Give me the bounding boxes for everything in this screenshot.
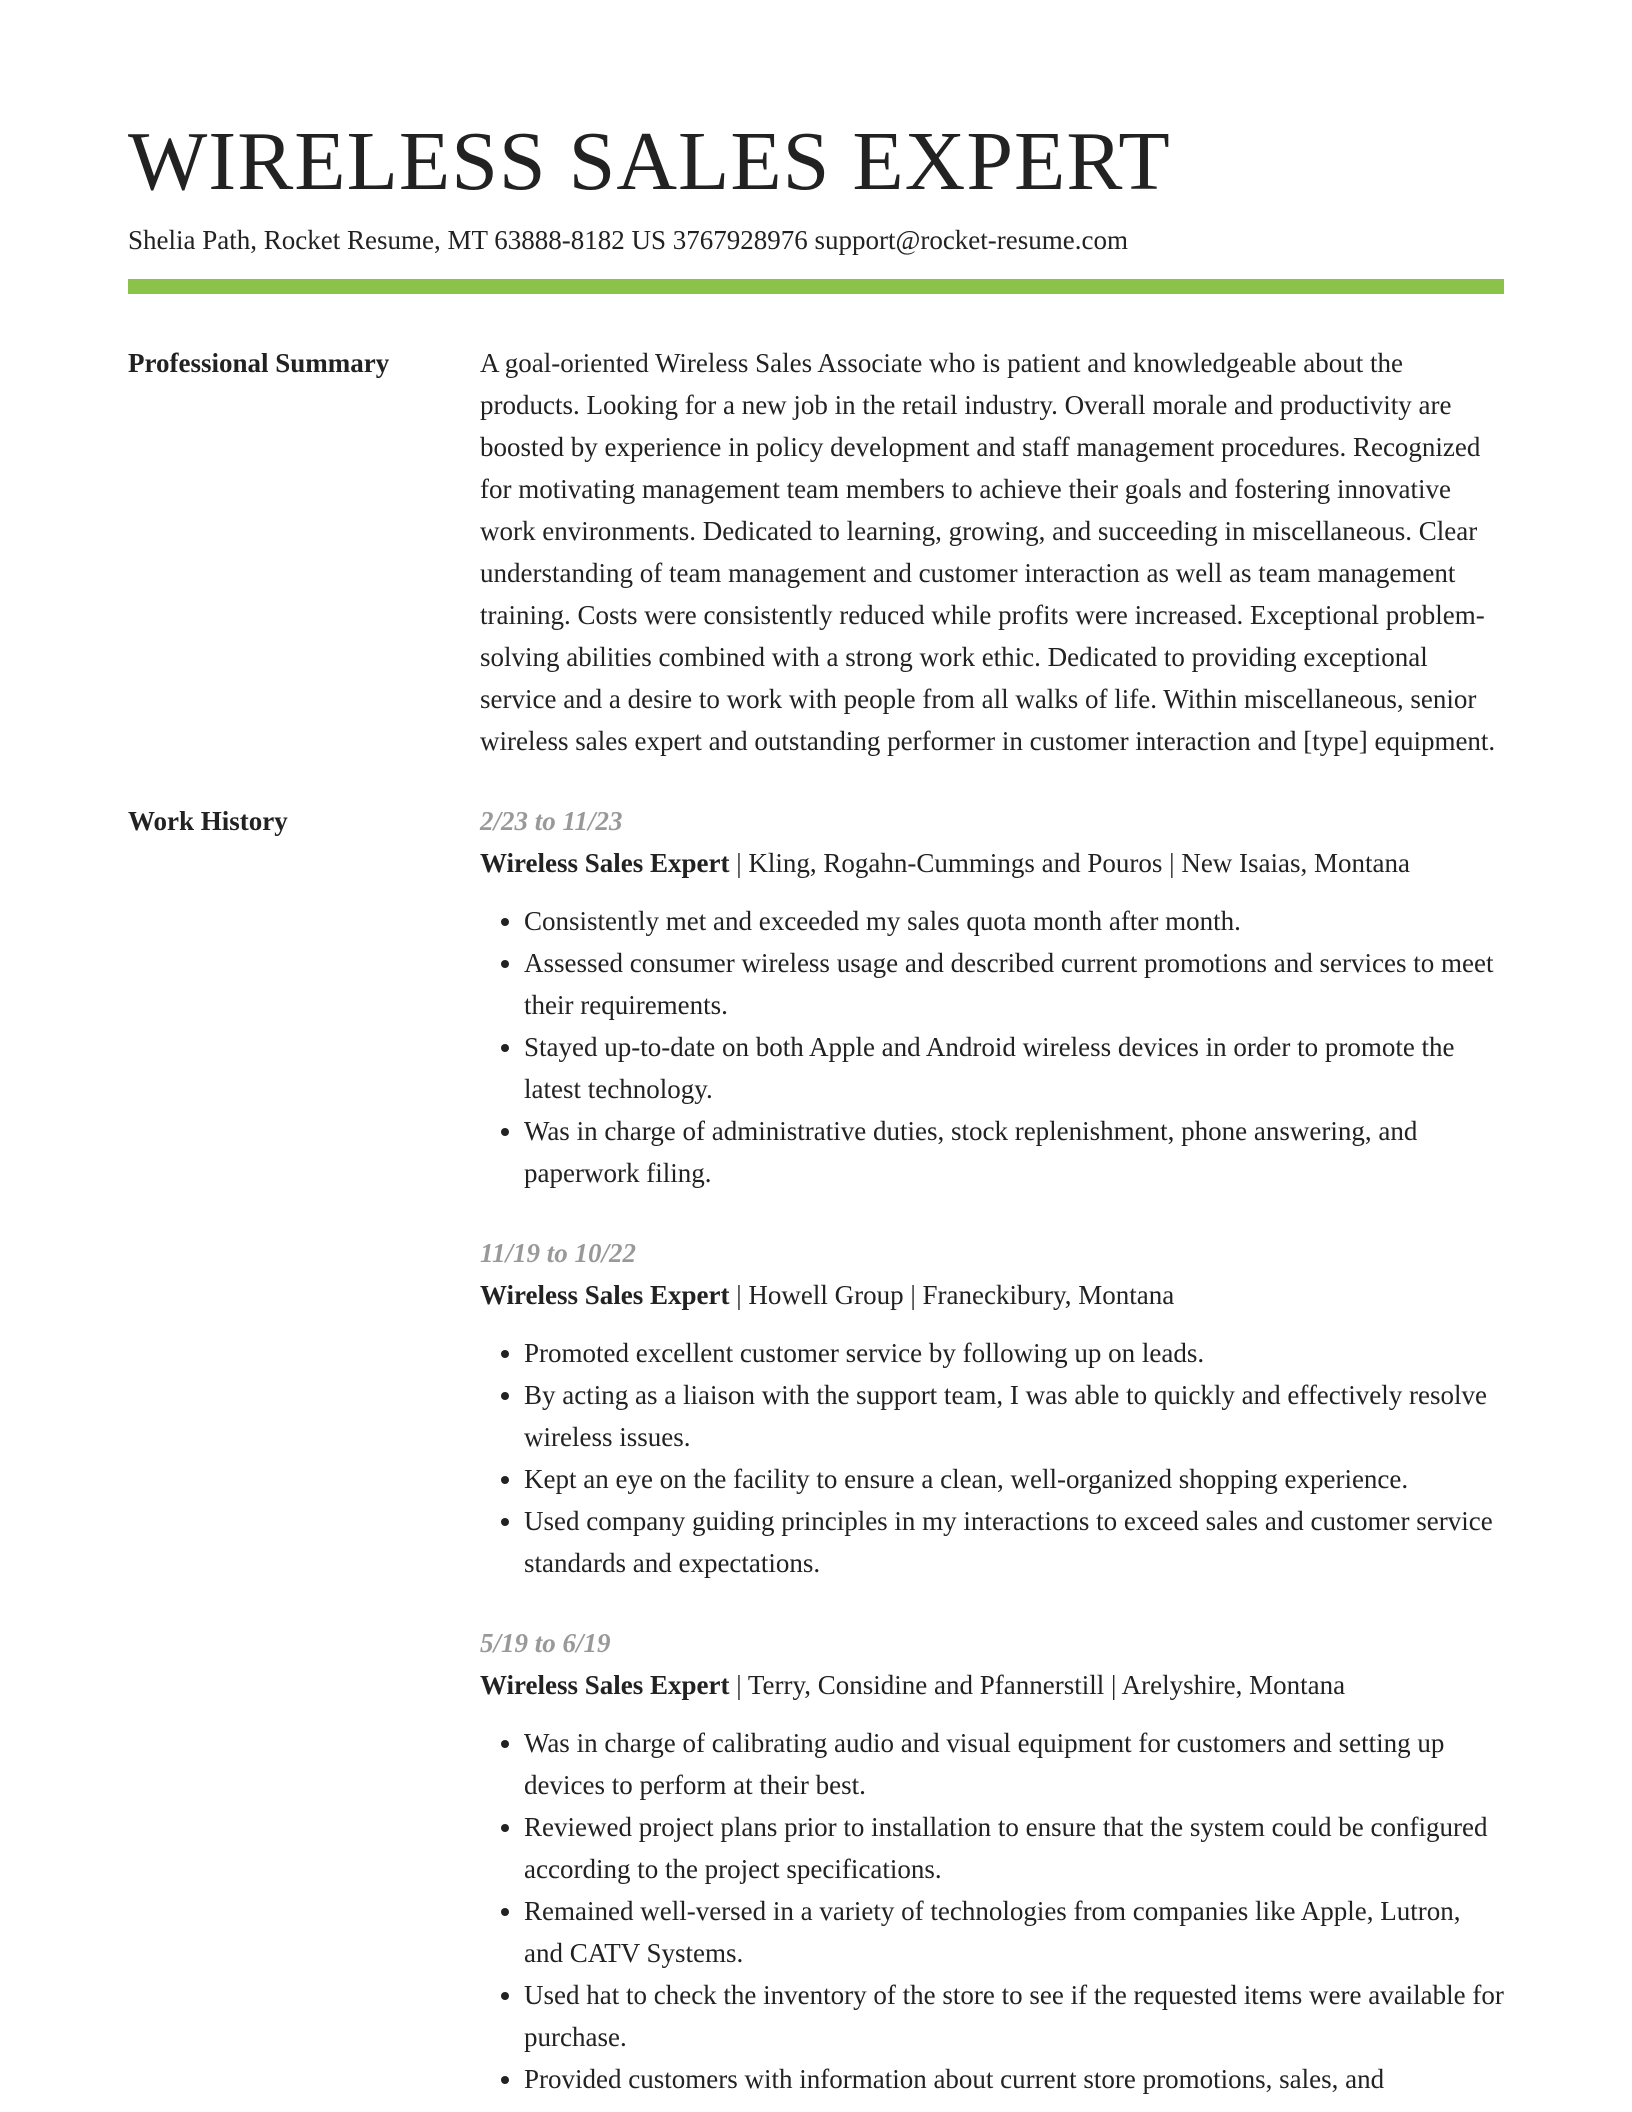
job-bullet: • Provided customers with information about current store promotions, sales, and	[524, 2058, 1504, 2100]
work-history-body	[480, 800, 1504, 2100]
job-dates: 11/19 to 10/22	[480, 1237, 637, 1268]
job-heading-line	[480, 1664, 1504, 1706]
job-employer-location: | Kling, Rogahn-Cummings and Pouros | New Isaias, Montana	[729, 847, 1410, 878]
summary-text: A goal-oriented Wireless Sales Associate who is patient and knowledgeable about the products. Looking for a new job in the retail industry. Overall morale and productivity are boosted by experience in policy development and staff management procedures. Recognized for motivating management team members to achieve their goals and fostering innovative work environments. Dedicated to learning, growing, and succeeding in miscellaneous. Clear understanding of team management and customer interaction as well as team management training. Costs were consistently reduced while profits were increased. Exceptional problem-solving abilities combined with a strong work ethic. Dedicated to providing exceptional service and a desire to work with people from all walks of life. Within miscellaneous, senior wireless sales expert and outstanding performer in customer interaction and [type] equipment.	[480, 347, 1496, 756]
job-dates: 2/23 to 11/23	[480, 805, 623, 836]
resume-name-heading: WIRELESS SALES EXPERT	[128, 115, 1171, 208]
job-bullet-list	[480, 1722, 1504, 2100]
job-employer-location: | Howell Group | Franeckibury, Montana	[729, 1279, 1175, 1310]
job-title: Wireless Sales Expert	[480, 847, 730, 878]
summary-section	[128, 342, 1504, 762]
job-bullet: • Assessed consumer wireless usage and described current promotions and services to meet their requirements.	[524, 942, 1504, 1026]
job-entry	[480, 1232, 1504, 1584]
summary-body	[480, 342, 1504, 762]
job-heading-line	[480, 1274, 1504, 1316]
job-bullet: • By acting as a liaison with the support team, I was able to quickly and effectively resolve wireless issues.	[524, 1374, 1504, 1458]
work-history-section	[128, 800, 1504, 2100]
job-bullet: • Reviewed project plans prior to installation to ensure that the system could be configured according to the project specifications.	[524, 1806, 1504, 1890]
job-heading-line	[480, 842, 1504, 884]
work-history-section-title: Work History	[128, 805, 288, 836]
job-bullet-list	[480, 900, 1504, 1194]
job-employer-location: | Terry, Considine and Pfannerstill | Arelyshire, Montana	[729, 1669, 1346, 1700]
job-bullet: • Was in charge of calibrating audio and visual equipment for customers and setting up devices to perform at their best.	[524, 1722, 1504, 1806]
job-bullet-list	[480, 1332, 1504, 1584]
job-bullet: • Consistently met and exceeded my sales quota month after month.	[524, 900, 1504, 942]
job-bullet: • Stayed up-to-date on both Apple and Android wireless devices in order to promote the latest technology.	[524, 1026, 1504, 1110]
job-dates: 5/19 to 6/19	[480, 1627, 611, 1658]
job-bullet: • Remained well-versed in a variety of technologies from companies like Apple, Lutron, and CATV Systems.	[524, 1890, 1504, 1974]
contact-line: Shelia Path, Rocket Resume, MT 63888-8182 US 3767928976 support@rocket-resume.com	[128, 225, 1128, 256]
job-entry	[480, 1622, 1504, 2100]
job-bullet: • Used hat to check the inventory of the store to see if the requested items were available for purchase.	[524, 1974, 1504, 2058]
job-entry	[480, 800, 1504, 1194]
job-bullet: • Was in charge of administrative duties, stock replenishment, phone answering, and paperwork filing.	[524, 1110, 1504, 1194]
accent-divider	[128, 279, 1504, 294]
job-title: Wireless Sales Expert	[480, 1279, 730, 1310]
job-bullet: • Kept an eye on the facility to ensure a clean, well-organized shopping experience.	[524, 1458, 1504, 1500]
job-bullet: • Used company guiding principles in my interactions to exceed sales and customer service standards and expectations.	[524, 1500, 1504, 1584]
summary-section-title: Professional Summary	[128, 347, 390, 378]
job-title: Wireless Sales Expert	[480, 1669, 730, 1700]
job-bullet: • Promoted excellent customer service by following up on leads.	[524, 1332, 1504, 1374]
